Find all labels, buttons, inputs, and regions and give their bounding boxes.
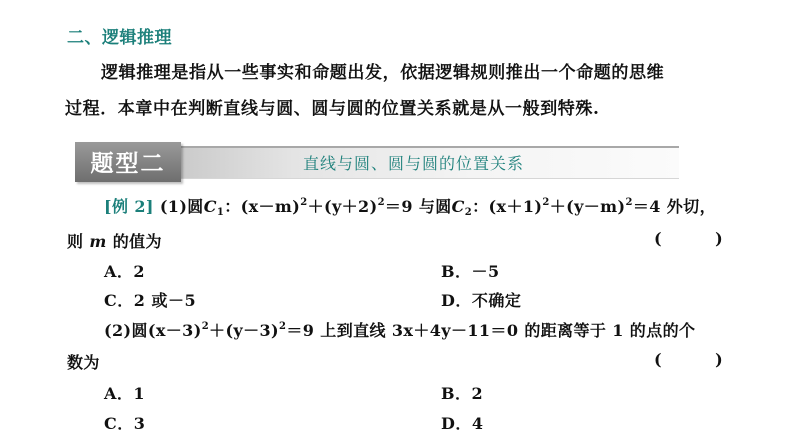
intro-line-1: 逻辑推理是指从一些事实和命题出发，依据逻辑规则推出一个命题的思维 — [101, 63, 665, 83]
q2-a: (2)圆(x－3) — [104, 321, 202, 340]
banner-title: 直线与圆、圆与圆的位置关系 — [303, 154, 525, 173]
q1-answer-paren: ( ) — [654, 229, 747, 248]
q1-p3: 2 — [542, 197, 550, 208]
q2-c: ＝9 上到直线 3x＋4y－11＝0 的距离等于 1 的点的个 — [286, 321, 696, 340]
q1-c1: C — [203, 197, 217, 216]
q2-option-b: B．2 — [441, 384, 484, 403]
q1-c2-sub: 2 — [464, 207, 473, 218]
q1-option-d: D．不确定 — [441, 291, 522, 310]
q1-line2b: 的值为 — [112, 232, 162, 251]
q1-c2: C — [451, 197, 465, 216]
q1-expr1: ：(x－m) — [224, 197, 301, 216]
q1-option-a: A．2 — [104, 262, 146, 281]
q1-option-b: B．－5 — [441, 262, 500, 281]
q2-p2: 2 — [279, 321, 287, 332]
q1-expr6: ＝4 外切， — [632, 197, 716, 216]
topic-banner — [75, 142, 679, 180]
q1-line-2 — [67, 229, 162, 252]
q1-line-1 — [104, 194, 716, 218]
q1-p4: 2 — [625, 197, 633, 208]
q2-option-c: C．3 — [104, 414, 146, 433]
q2-option-a: A．1 — [104, 384, 146, 403]
q1-p2: 2 — [377, 197, 385, 208]
q1-line2a: 则 — [67, 232, 84, 251]
q1-c1-sub: 1 — [216, 207, 225, 218]
section-title: 二、逻辑推理 — [67, 28, 172, 48]
q1-m: m — [89, 232, 107, 251]
q1-p1: 2 — [300, 197, 308, 208]
example-tag: [例 2] — [104, 197, 154, 216]
q1-expr5: ＋(y－m) — [549, 197, 626, 216]
q1-expr2: ＋(y＋2) — [307, 197, 378, 216]
q1-option-c: C．2 或－5 — [104, 291, 197, 310]
q2-option-d: D．4 — [441, 414, 484, 433]
banner-tag — [75, 142, 181, 182]
q2-p1: 2 — [201, 321, 210, 332]
intro-line-2: 过程．本章中在判断直线与圆、圆与圆的位置关系就是从一般到特殊. — [65, 99, 600, 119]
q1-expr4: ：(x＋1) — [472, 197, 543, 216]
q2-b: ＋(y－3) — [209, 321, 280, 340]
banner-tag-label: 题型二 — [90, 151, 166, 177]
q2-line-2: 数为 — [67, 353, 100, 372]
q1-expr3: ＝9 与圆 — [384, 197, 452, 216]
q2-line-1 — [104, 318, 695, 341]
q1-prefix: (1)圆 — [159, 197, 204, 216]
q2-answer-paren: ( ) — [654, 350, 747, 369]
intro-paragraph — [65, 55, 765, 127]
